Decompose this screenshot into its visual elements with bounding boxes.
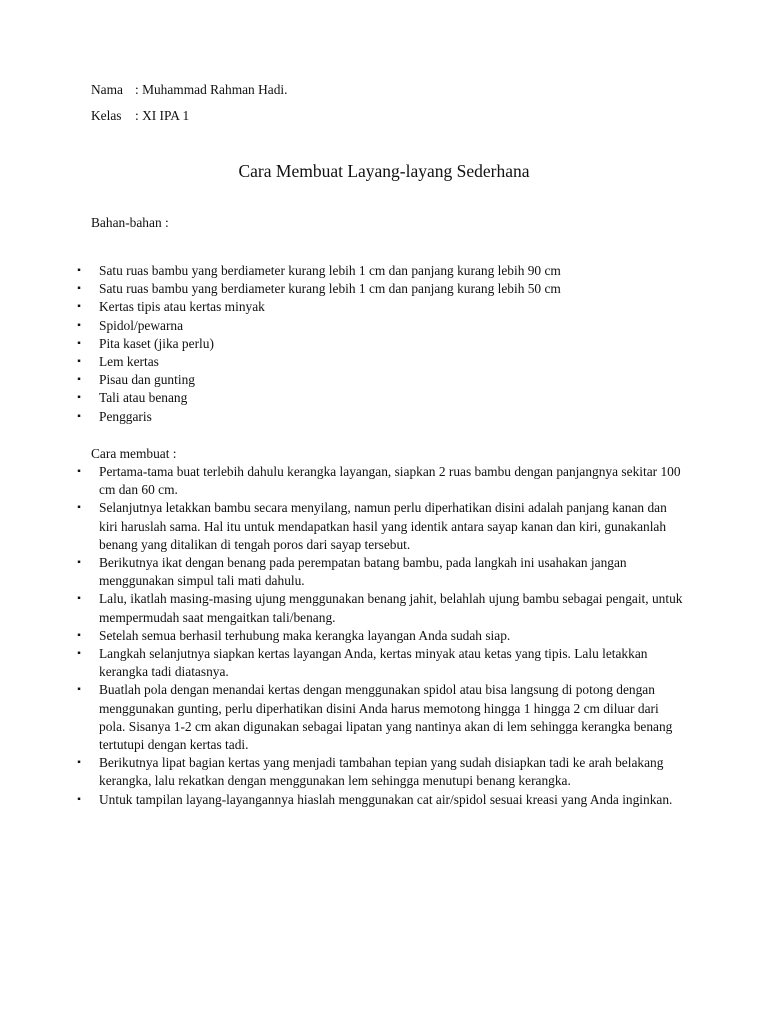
document-title: Cara Membuat Layang-layang Sederhana: [238, 161, 530, 181]
bullet-icon: ▪: [77, 629, 81, 641]
bullet-icon: ▪: [77, 301, 81, 313]
bahan-section-label: Bahan-bahan :: [91, 215, 169, 230]
step-item: [0, 791, 684, 809]
bullet-icon: ▪: [77, 593, 81, 605]
step-text: Lalu, ikatlah masing-masing ujung menggunakan benang jahit, belahlah ujung bambu sebagai pengait, untuk mempermudah saat mengaitkan tali/benang.: [99, 591, 683, 625]
bullet-icon: ▪: [77, 319, 81, 331]
list-item-text: Satu ruas bambu yang berdiameter kurang lebih 1 cm dan panjang kurang lebih 50 cm: [99, 281, 561, 297]
list-item-text: Pita kaset (jika perlu): [99, 335, 214, 351]
cara-section-label: Cara membuat :: [91, 446, 177, 461]
step-text: Langkah selanjutnya siapkan kertas layangan Anda, kertas minyak atau ketas yang tipis. Lalu letakkan kerangka tadi diatasnya.: [99, 646, 648, 680]
step-item: [0, 754, 684, 790]
bullet-icon: ▪: [77, 466, 81, 477]
bullet-icon: ▪: [77, 557, 81, 569]
kelas-value: : XI IPA 1: [135, 108, 190, 123]
list-item: [0, 317, 684, 335]
nama-row: [91, 81, 287, 99]
step-item: [0, 681, 684, 754]
bullet-icon: ▪: [77, 356, 81, 368]
list-item: [0, 408, 684, 426]
bullet-icon: ▪: [77, 793, 81, 805]
step-text: Setelah semua berhasil terhubung maka kerangka layangan Anda sudah siap.: [99, 627, 511, 643]
kelas-label: Kelas: [91, 108, 122, 123]
bullet-icon: ▪: [77, 684, 81, 696]
list-item-text: Satu ruas bambu yang berdiameter kurang lebih 1 cm dan panjang kurang lebih 90 cm: [99, 263, 561, 278]
bullet-icon: ▪: [77, 265, 81, 276]
step-text: Pertama-tama buat terlebih dahulu kerangka layangan, siapkan 2 ruas bambu dengan panjangnya sekitar 100 cm dan 60 cm.: [99, 464, 681, 498]
list-item-text: Penggaris: [99, 408, 152, 424]
step-text: Untuk tampilan layang-layangannya hiaslah menggunakan cat air/spidol sesuai kreasi yang Anda inginkan.: [99, 791, 673, 807]
step-text: Berikutnya lipat bagian kertas yang menjadi tambahan tepian yang sudah disiapkan tadi ke arah belakang kerangka, lalu rekatkan dengan menggunakan lem sehingga menutupi benang kerangka.: [99, 755, 664, 789]
list-item: [0, 298, 684, 316]
cara-list: [0, 463, 768, 809]
list-item: [0, 262, 684, 280]
step-item: [0, 590, 684, 626]
bullet-icon: ▪: [77, 337, 81, 349]
step-item: [0, 645, 684, 681]
list-item: [0, 353, 684, 371]
list-item: [0, 389, 684, 407]
bullet-icon: ▪: [77, 392, 81, 404]
list-item-text: Pisau dan gunting: [99, 372, 195, 388]
bullet-icon: ▪: [77, 410, 81, 422]
nama-label: Nama: [91, 82, 123, 97]
list-item-text: Kertas tipis atau kertas minyak: [99, 299, 265, 315]
kelas-row: [91, 107, 189, 125]
step-item: [0, 554, 684, 590]
step-text: Berikutnya ikat dengan benang pada perempatan batang bambu, pada langkah ini usahakan jangan menggunakan simpul tali mati dahulu.: [99, 555, 627, 589]
bullet-icon: ▪: [77, 502, 81, 514]
step-item: [0, 627, 684, 645]
step-item: [0, 463, 684, 499]
list-item: [0, 280, 684, 298]
bahan-list: [0, 262, 768, 426]
list-item-text: Lem kertas: [99, 354, 159, 370]
step-item: [0, 499, 684, 554]
list-item: [0, 335, 684, 353]
list-item-text: Spidol/pewarna: [99, 317, 184, 333]
bullet-icon: ▪: [77, 757, 81, 769]
bullet-icon: ▪: [77, 283, 81, 295]
step-text: Buatlah pola dengan menandai kertas dengan menggunakan spidol atau bisa langsung di potong dengan menggunakan gunting, perlu diperhatikan disini Anda harus memotong hingga 1 hingga 2 cm diluar dari pola. Sisanya 1-2 cm akan digunakan sebagai lipatan yang nantinya akan di lem sehingga kerangka benang tertutupi dengan kertas tadi.: [99, 682, 673, 753]
nama-value: : Muhammad Rahman Hadi.: [135, 82, 288, 97]
list-item: [0, 371, 684, 389]
step-text: Selanjutnya letakkan bambu secara menyilang, namun perlu diperhatikan disini adalah panjang kanan dan kiri haruslah sama. Hal itu untuk mendapatkan hasil yang identik antara sayap kanan dan kiri, gunakanlah benang yang ditalikan di tengah poros dari sayap tersebut.: [99, 500, 667, 552]
list-item-text: Tali atau benang: [99, 390, 188, 406]
bullet-icon: ▪: [77, 374, 81, 386]
bullet-icon: ▪: [77, 648, 81, 660]
